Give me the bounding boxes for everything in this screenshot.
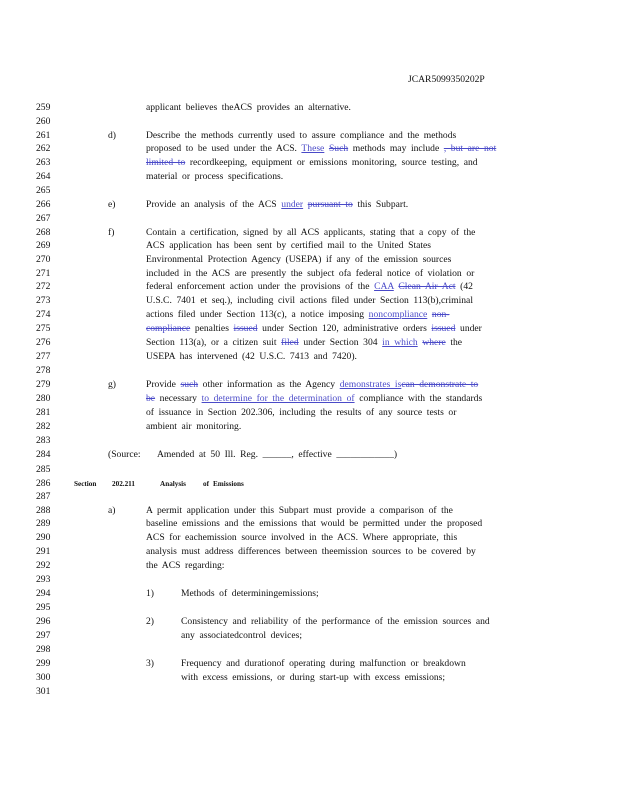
deleted-text: where	[422, 337, 446, 348]
source-note: Amended at 50 Ill. Reg. ______, effective ____________)	[157, 449, 398, 460]
subitem-text: Frequency and durationof operating during malfunction or breakdown	[181, 658, 466, 669]
subitem-number: 2)	[146, 616, 154, 627]
line-number: 267	[36, 213, 51, 224]
item-label-a: a)	[108, 505, 116, 516]
text-line-289: baseline emissions and the emissions that would be permitted under the proposed	[146, 518, 483, 529]
deleted-text: Clean Air Act	[398, 281, 456, 292]
deleted-text: can demonstrate to	[401, 379, 479, 390]
inserted-text: demonstrates is	[339, 379, 402, 390]
line-number: 289	[36, 518, 51, 529]
deleted-text: limited to	[146, 157, 186, 168]
deleted-text: filed	[281, 337, 299, 348]
line-number: 287	[36, 491, 51, 502]
line-number: 293	[36, 574, 51, 585]
item-label-e: e)	[108, 199, 116, 210]
text-segment: Provide	[146, 379, 176, 390]
line-number: 296	[36, 616, 51, 627]
subitem-text: with excess emissions, or during start-up with excess emissions;	[181, 672, 446, 683]
deleted-text: be	[146, 393, 156, 404]
text-segment: under Section 120, administrative orders	[262, 323, 427, 334]
line-number: 264	[36, 171, 51, 182]
text-line-259: applicant believes theACS provides an alternative.	[146, 102, 351, 113]
text-segment: compliance with the standards	[359, 393, 483, 404]
text-segment: the	[450, 337, 463, 348]
line-number: 278	[36, 365, 51, 376]
text-segment: under	[460, 323, 482, 334]
text-line-276	[146, 337, 462, 349]
text-line-290: ACS for eachemission source involved in the ACS. Where appropriate, this	[146, 532, 458, 543]
text-segment: actions filed under Section 113(c), a notice imposing	[146, 309, 365, 320]
text-line-263	[146, 157, 478, 169]
text-segment: proposed to be used under the ACS.	[146, 143, 297, 154]
document-code: JCAR509935020​2P	[408, 74, 485, 85]
line-number: 260	[36, 116, 51, 127]
deleted-text: issued	[431, 323, 456, 334]
line-number: 261	[36, 130, 51, 141]
line-number: 280	[36, 393, 51, 404]
deleted-text: pursuant to	[307, 199, 353, 210]
line-number: 273	[36, 295, 51, 306]
line-number: 291	[36, 546, 51, 557]
text-line-279	[146, 379, 478, 391]
text-line-270: Environmental Protection Agency (USEPA) if any of the emission sources	[146, 254, 452, 265]
text-segment: recordkeeping, equipment or emissions monitoring, source testing, and	[189, 157, 478, 168]
line-number: 275	[36, 323, 51, 334]
line-number: 270	[36, 254, 51, 265]
deleted-text: compliance	[146, 323, 191, 334]
line-number: 292	[36, 560, 51, 571]
deleted-text: non-	[431, 309, 450, 320]
text-line-262	[146, 143, 496, 155]
text-segment: under Section 304	[303, 337, 378, 348]
inserted-text: in which	[382, 337, 418, 348]
line-number: 259	[36, 102, 51, 113]
item-label-d: d)	[108, 130, 116, 141]
source-label: (Source:	[108, 449, 141, 460]
subitem-text: Consistency and reliability of the performance of the emission sources and	[181, 616, 490, 627]
line-number: 284	[36, 449, 51, 460]
line-number: 294	[36, 588, 51, 599]
deleted-text: Such	[328, 143, 349, 154]
line-number: 274	[36, 309, 51, 320]
subitem-text: Methods of determiningemissions;	[181, 588, 319, 599]
line-number: 283	[36, 435, 51, 446]
line-number: 266	[36, 199, 51, 210]
text-line-288: A permit application under this Subpart must provide a comparison of the	[146, 505, 453, 516]
subitem-number: 3)	[146, 658, 154, 669]
inserted-text: under	[281, 199, 304, 210]
text-segment: methods may include	[352, 143, 440, 154]
line-number: 271	[36, 268, 51, 279]
text-line-268: Contain a certification, signed by all ACS applicants, stating that a copy of the	[146, 227, 476, 238]
line-number: 272	[36, 281, 51, 292]
text-segment: Section 113(a), or a citizen suit	[146, 337, 277, 348]
text-line-261: Describe the methods currently used to assure compliance and the methods	[146, 130, 457, 141]
item-label-g: g)	[108, 379, 116, 390]
inserted-text: to determine for the determination of	[201, 393, 355, 404]
inserted-text: CAA	[374, 281, 394, 292]
text-segment: penalties	[194, 323, 229, 334]
line-number: 268	[36, 227, 51, 238]
text-line-282: ambient air monitoring.	[146, 421, 242, 432]
inserted-text: noncompliance	[368, 309, 428, 320]
section-label: Section	[74, 480, 97, 488]
line-number: 298	[36, 644, 51, 655]
line-number: 299	[36, 658, 51, 669]
text-line-271: included in the ACS are presently the subject ofa federal notice of violation or	[146, 268, 475, 279]
line-number: 279	[36, 379, 51, 390]
line-number: 295	[36, 602, 51, 613]
subitem-text: any associatedcontrol devices;	[181, 630, 303, 641]
line-number: 300	[36, 672, 51, 683]
item-label-f: f)	[108, 227, 115, 238]
text-segment: Provide an analysis of the ACS	[146, 199, 277, 210]
section-number: 202.211	[112, 480, 135, 488]
text-line-275	[146, 323, 482, 335]
line-number: 262	[36, 143, 51, 154]
line-number: 297	[36, 630, 51, 641]
line-number: 281	[36, 407, 51, 418]
line-number: 265	[36, 185, 51, 196]
text-line-273: U.S.C. 7401 et seq.), including civil actions filed under Section 113(b),criminal	[146, 295, 473, 306]
deleted-text: such	[180, 379, 199, 390]
line-number: 301	[36, 686, 51, 697]
text-line-272	[146, 281, 473, 293]
line-number: 290	[36, 532, 51, 543]
text-segment: other information as the Agency	[202, 379, 336, 390]
text-line-280	[146, 393, 482, 405]
line-number: 277	[36, 351, 51, 362]
line-number: 286	[36, 478, 51, 489]
line-number: 276	[36, 337, 51, 348]
line-number: 282	[36, 421, 51, 432]
text-line-292: the ACS regarding:	[146, 560, 225, 571]
text-line-269: ACS application has been sent by certified mail to the United States	[146, 240, 432, 251]
section-title-1: Analysis	[160, 480, 186, 488]
section-title-2: of Emissions	[203, 480, 244, 488]
text-segment: federal enforcement action under the provisions of the	[146, 281, 370, 292]
deleted-text: , but are not	[443, 143, 497, 154]
text-line-277: USEPA has intervened (42 U.S.C. 7413 and 7420).	[146, 351, 357, 362]
deleted-text: issued	[233, 323, 258, 334]
subitem-number: 1)	[146, 588, 154, 599]
inserted-text: These	[301, 143, 325, 154]
text-line-291: analysis must address differences between theemission sources to be covered by	[146, 546, 476, 557]
text-segment: this Subpart.	[357, 199, 409, 210]
text-line-281: of issuance in Section 202.306, including the results of any source tests or	[146, 407, 457, 418]
line-number: 269	[36, 240, 51, 251]
line-number: 288	[36, 505, 51, 516]
line-number: 285	[36, 464, 51, 475]
text-line-274	[146, 309, 449, 321]
text-line-264: material or process specifications.	[146, 171, 284, 182]
text-segment: (42	[460, 281, 473, 292]
text-segment: necessary	[159, 393, 197, 404]
text-line-266	[146, 199, 408, 211]
line-number: 263	[36, 157, 51, 168]
